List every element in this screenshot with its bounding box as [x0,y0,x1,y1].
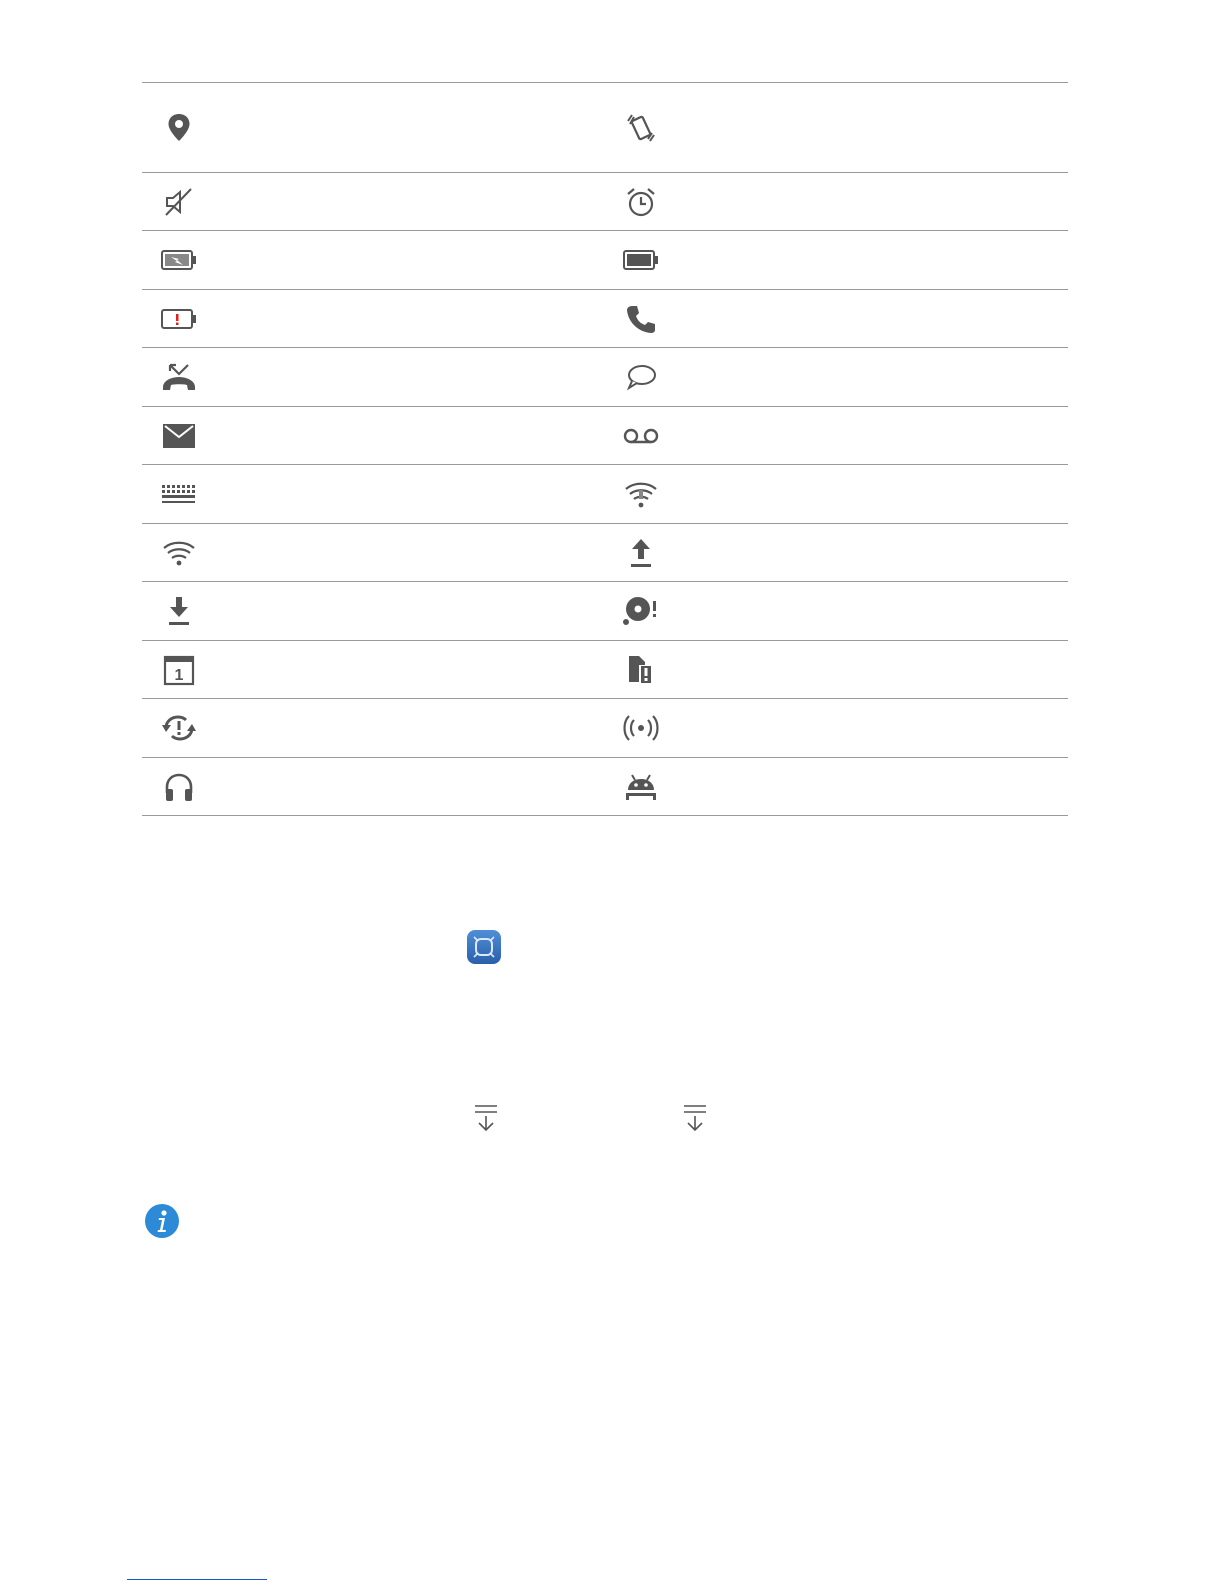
silent-mode-icon [160,173,198,230]
upcoming-event-icon [160,641,198,698]
alarm-clock-icon [622,173,660,230]
call-in-progress-icon [622,290,660,347]
table-row [142,582,1068,641]
memory-full-icon [622,582,660,640]
downloading-icon [160,582,198,640]
keyboard-icon [160,465,198,523]
missed-call-icon [160,348,198,406]
status-icon-table [142,82,1068,816]
wifi-connected-icon [160,524,198,581]
table-row [142,758,1068,816]
table-row [142,290,1068,348]
table-row [142,348,1068,407]
table-row [142,641,1068,699]
battery-full-icon [622,231,660,289]
table-row [142,699,1068,758]
info-icon [144,1203,180,1239]
svg-text:1: 1 [174,666,184,684]
uploading-icon [622,524,660,581]
new-message-icon [622,348,660,406]
wifi-available-icon [622,465,660,523]
voicemail-icon [622,407,660,464]
sync-error-icon [160,699,198,757]
table-row [142,407,1068,465]
footer-link-underline[interactable] [127,1571,267,1580]
table-row [142,173,1068,231]
vibrate-mode-icon [622,83,660,172]
new-email-icon [160,407,198,464]
sim-card-error-icon [622,641,660,698]
collapse-down-icon [474,1103,498,1133]
table-row [142,524,1068,582]
table-row [142,465,1068,524]
table-row [142,231,1068,290]
table-row [142,83,1068,173]
location-pin-icon [160,83,198,172]
collapse-down-icon [683,1103,707,1133]
app-settings-icon [466,929,502,965]
headset-icon [160,758,198,815]
battery-low-icon [160,290,198,347]
usb-debugging-icon [622,758,660,815]
battery-charging-icon [160,231,198,289]
portable-hotspot-icon [622,699,660,757]
